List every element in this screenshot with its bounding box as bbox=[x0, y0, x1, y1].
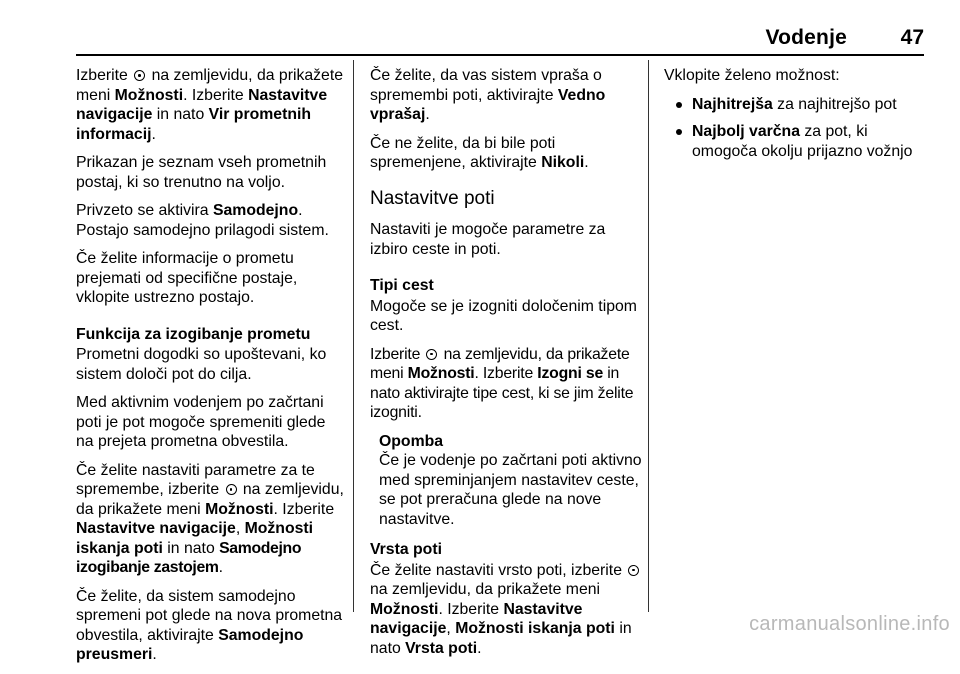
paragraph: Prikazan je seznam vseh prometnih postaj, ki so trenutno na voljo. bbox=[76, 154, 327, 191]
paragraph: Prometni dogodki so upoštevani, ko sistem določi pot do cilja. bbox=[76, 346, 327, 383]
target-circle-icon bbox=[134, 70, 145, 81]
option-list bbox=[664, 95, 932, 162]
paragraph: Privzeto se aktivira Samodejno. Postajo samodejno prilagodi sistem. bbox=[76, 202, 329, 239]
paragraph: Če želite, da sistem samodejno spremeni pot glede na nova prometna obvestila, aktivirajte Samodejno preusmeri. bbox=[76, 587, 343, 663]
header-title: Vodenje bbox=[765, 26, 847, 49]
subheading: Tipi cest bbox=[370, 277, 434, 294]
paragraph: Če želite, da vas sistem vpraša o spremembi poti, aktivirajte Vedno vprašaj. bbox=[370, 67, 606, 123]
paragraph: Med aktivnim vodenjem po začrtani poti je pot mogoče spremeniti glede na prejeta prometna obvestila. bbox=[76, 394, 326, 450]
column-1 bbox=[76, 66, 344, 674]
paragraph: Nastaviti je mogoče parametre za izbiro ceste in poti. bbox=[370, 221, 606, 258]
subheading: Vrsta poti bbox=[370, 541, 442, 558]
note-box bbox=[370, 432, 642, 530]
list-item: Najbolj varčna za pot, ki omogoča okolju prijazno vožnjo bbox=[664, 122, 932, 161]
paragraph: Če želite nastaviti parametre za te spremembe, izberite na zemljevidu, da prikažete meni Možnosti. Izberite Nastavitve navigacije, Možnosti iskanja poti in nato Samodejno izogibanje zastojem. bbox=[76, 461, 344, 576]
header-rule bbox=[76, 54, 924, 56]
paragraph: Če ne želite, da bi bile poti spremenjene, aktivirajte Nikoli. bbox=[370, 134, 589, 171]
target-circle-icon bbox=[426, 349, 437, 360]
target-circle-icon bbox=[226, 484, 237, 495]
note-text: Če je vodenje po začrtani poti aktivno med spreminjanjem nastavitev ceste, se pot preračuna glede na nove nastavitve. bbox=[379, 452, 642, 528]
page-header bbox=[76, 26, 924, 52]
column-separator bbox=[648, 60, 649, 612]
page-number: 47 bbox=[900, 26, 924, 49]
column-separator bbox=[353, 60, 354, 612]
subheading: Funkcija za izogibanje prometu bbox=[76, 325, 311, 343]
target-circle-icon bbox=[628, 565, 639, 576]
paragraph: Vklopite želeno možnost: bbox=[664, 67, 840, 84]
list-item: Najhitrejša za najhitrejšo pot bbox=[664, 95, 932, 115]
paragraph: Mogoče se je izogniti določenim tipom cest. bbox=[370, 297, 637, 334]
note-title: Opomba bbox=[379, 432, 444, 450]
paragraph: Izberite na zemljevidu, da prikažete meni Možnosti. Izberite Izogni se in nato aktivirajte tipe cest, ki se jim želite izogniti. bbox=[370, 345, 634, 421]
paragraph: Izberite na zemljevidu, da prikažete meni Možnosti. Izberite Nastavitve navigacije in nato Vir prometnih informacij. bbox=[76, 67, 344, 143]
section-heading: Nastavitve poti bbox=[370, 187, 495, 209]
watermark: carmanualsonline.info bbox=[749, 613, 950, 635]
column-3 bbox=[664, 66, 932, 169]
column-2 bbox=[370, 66, 642, 667]
paragraph: Če želite informacije o prometu prejemati od specifične postaje, vklopite ustrezno postajo. bbox=[76, 250, 298, 306]
paragraph: Če želite nastaviti vrsto poti, izberite na zemljevidu, da prikažete meni Možnosti. Izberite Nastavitve navigacije, Možnosti iskanja poti in nato Vrsta poti. bbox=[370, 561, 642, 659]
